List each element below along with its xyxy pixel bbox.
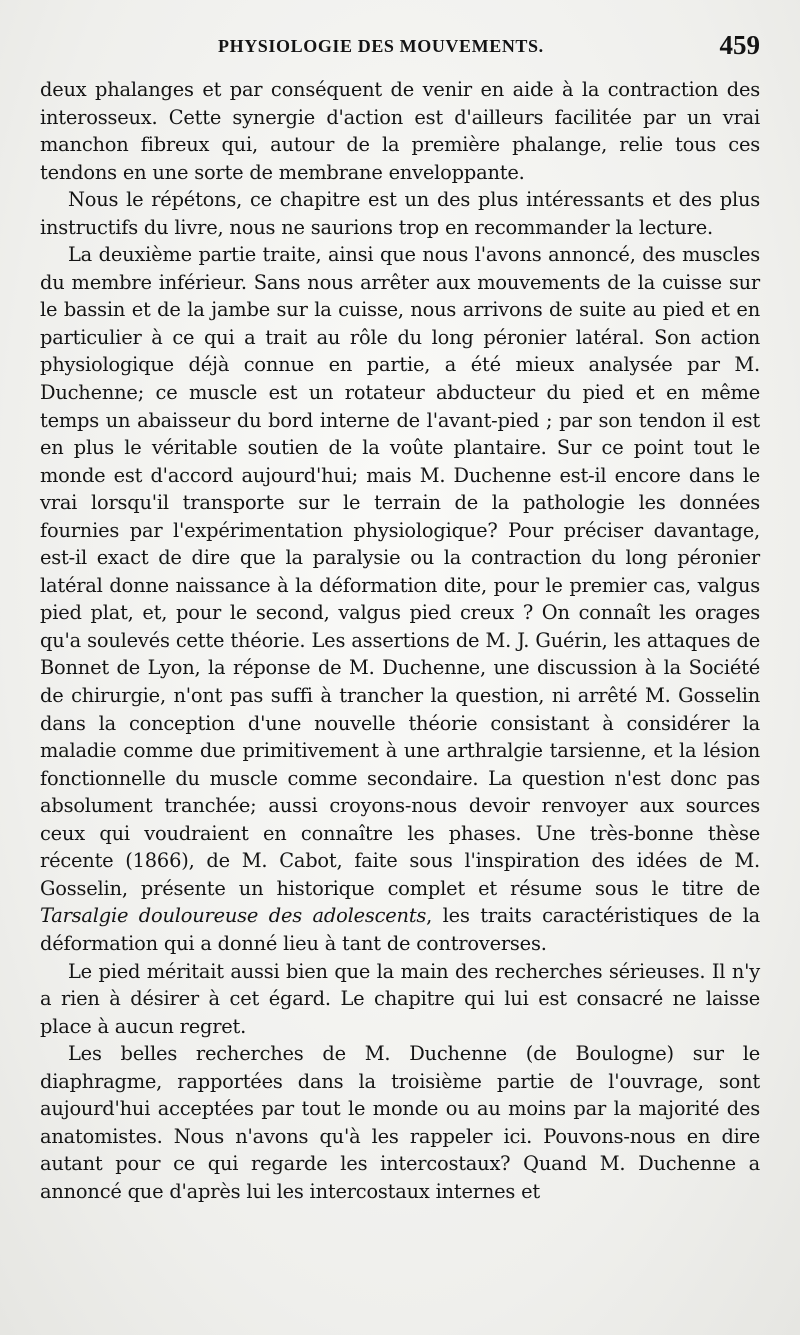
italic-book-title: Tarsalgie douloureuse des adolescents	[40, 904, 427, 928]
page-header	[40, 30, 760, 64]
paragraph-3-after: , les traits caractéristiques de la déformation qui a donné lieu à tant de controverses.	[40, 904, 761, 955]
paragraph-2: Nous le répétons, ce chapitre est un des plus intéressants et des plus instructifs du livre, nous ne saurions trop en recommander la lecture.	[40, 188, 760, 239]
body-text	[40, 76, 760, 1205]
running-title: PHYSIOLOGIE DES MOUVEMENTS.	[218, 36, 544, 56]
paragraph-3-text: La deuxième partie traite, ainsi que nous l'avons annoncé, des muscles du membre inférieur. Sans nous arrêter aux mouvements de la cuisse sur le bassin et de la jambe sur la cuisse, nous arrivons de suite au pied et en particulier à ce qui a trait au rôle du long péronier latéral. Son action physiologique déjà connue en partie, a été mieux analysée par M. Duchenne; ce muscle est un rotateur abducteur du pied et en même temps un abaisseur du bord interne de l'avant-pied ; par son tendon il est en plus le véritable soutien de la voûte plantaire. Sur ce point tout le monde est d'accord aujourd'hui; mais M. Duchenne est-il encore dans le vrai lorsqu'il transporte sur le terrain de la pathologie les données fournies par l'expérimentation physiologique? Pour préciser davantage, est-il exact de dire que la paralysie ou la contraction du long péronier latéral donne naissance à la déformation dite, pour le premier cas, valgus pied plat, et, pour le second, valgus pied creux ? On connaît les orages qu'a soulevés cette théorie. Les assertions de M. J. Guérin, les attaques de Bonnet de Lyon, la réponse de M. Duchenne, une discussion à la Société de chirurgie, n'ont pas suffi à trancher la question, ni arrêté M. Gosselin dans la conception d'une nouvelle théorie consistant à considérer la maladie comme due primitivement à une arthralgie tarsienne, et la lésion fonctionnelle du muscle comme secondaire. La question n'est donc pas absolument tranchée; aussi croyons-nous devoir renvoyer aux sources ceux qui voudraient en connaître les phases. Une très-bonne thèse récente (1866), de M. Cabot, faite sous l'inspiration des idées de M. Gosselin, présente un historique complet et résume sous le titre de	[40, 243, 760, 900]
paragraph-3	[40, 241, 760, 957]
paragraph-1: deux phalanges et par conséquent de venir en aide à la contraction des interosseux. Cette synergie d'action est d'ailleurs facilitée par un vrai manchon fibreux qui, autour de la première phalange, relie tous ces tendons en une sorte de membrane enveloppante.	[40, 78, 760, 184]
page-number: 459	[719, 30, 760, 60]
paragraph-5: Les belles recherches de M. Duchenne (de Boulogne) sur le diaphragme, rapportées dans la troisième partie de l'ouvrage, sont aujourd'hui acceptées par tout le monde ou au moins par la majorité des anatomistes. Nous n'avons qu'à les rappeler ici. Pouvons-nous en dire autant pour ce qui regarde les intercostaux? Quand M. Duchenne a annoncé que d'après lui les intercostaux internes et	[40, 1042, 760, 1203]
paragraph-4: Le pied méritait aussi bien que la main des recherches sérieuses. Il n'y a rien à désirer à cet égard. Le chapitre qui lui est consacré ne laisse place à aucun regret.	[40, 959, 760, 1038]
